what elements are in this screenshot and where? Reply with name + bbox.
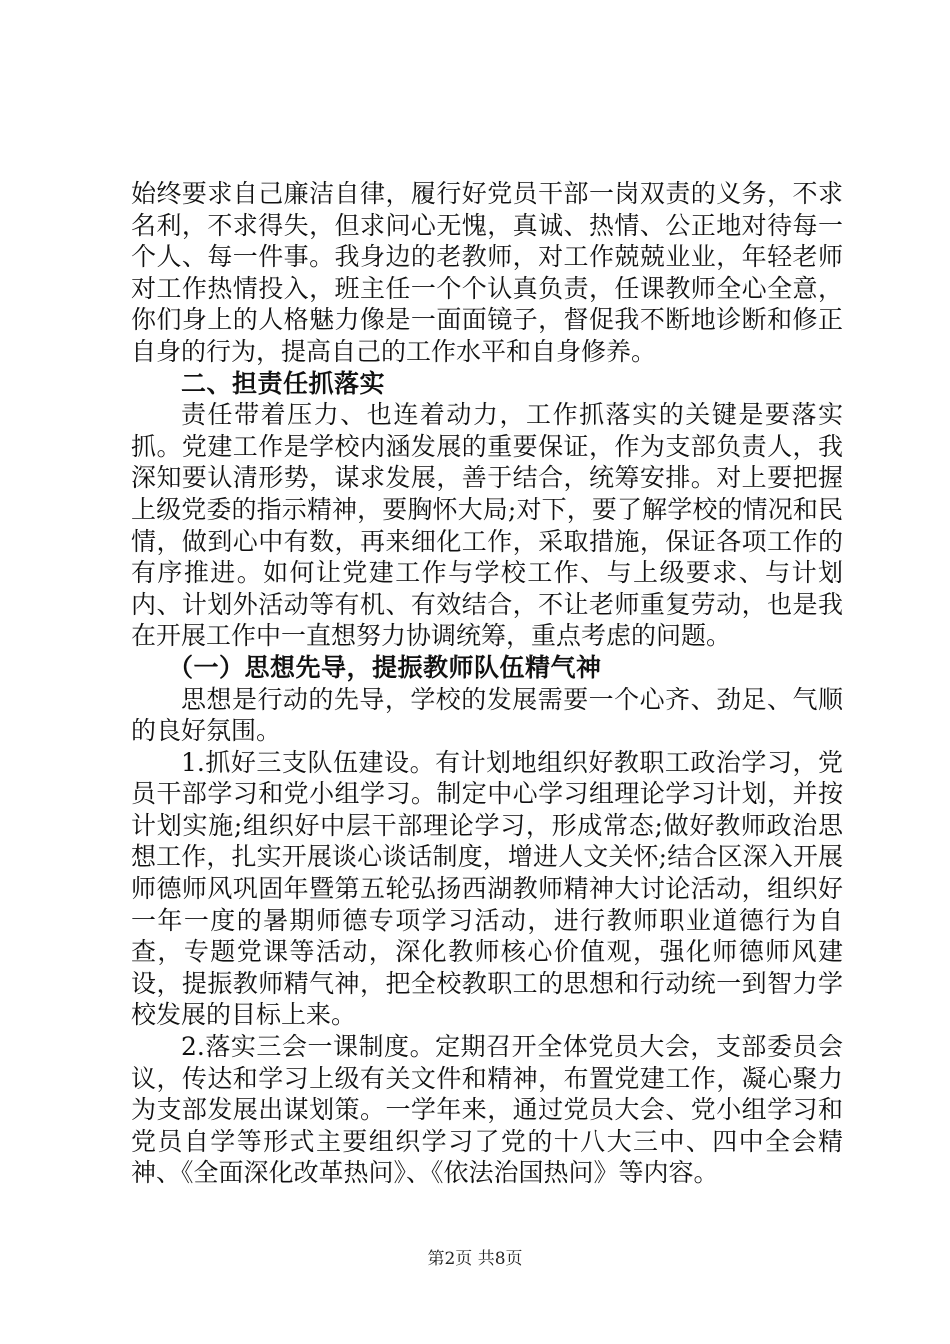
paragraph: 1.抓好三支队伍建设。有计划地组织好教职工政治学习，党员干部学习和党小组学习。制定中心学习组理论学习计划，并按计划实施;组织好中层干部理论学习，形成常态;做好教师政治思想工作，扎实开展谈心谈话制度，增进人文关怀;结合区深入开展师德师风巩固年暨第五轮弘扬西湖教师精神大讨论活动，组织好一年一度的暑期师德专项学习活动，进行教师职业道德行为自查，专题党课等活动，深化教师核心价值观，强化师德师风建设，提振教师精气神，把全校教职工的思想和行动统一到智力学校发展的目标上来。 <box>131 747 843 1030</box>
document-body <box>131 178 843 1189</box>
page-number-footer: 第2页 共8页 <box>427 1249 523 1269</box>
section-heading: 二、担责任抓落实 <box>181 368 386 398</box>
paragraph-continuation: 始终要求自己廉洁自律，履行好党员干部一岗双责的义务，不求名利，不求得失，但求问心无愧，真诚、热情、公正地对待每一个人、每一件事。我身边的老教师，对工作兢兢业业，年轻老师对工作热情投入，班主任一个个认真负责，任课教师全心全意，你们身上的人格魅力像是一面面镜子，督促我不断地诊断和修正自身的行为，提高自己的工作水平和自身修养。 <box>131 179 843 366</box>
paragraph: 责任带着压力、也连着动力，工作抓落实的关键是要落实抓。党建工作是学校内涵发展的重要保证，作为支部负责人，我深知要认清形势，谋求发展，善于结合，统筹安排。对上要把握上级党委的指示精神，要胸怀大局;对下，要了解学校的情况和民情，做到心中有数，再来细化工作，采取措施，保证各项工作的有序推进。如何让党建工作与学校工作、与上级要求、与计划内、计划外活动等有机、有效结合，不让老师重复劳动，也是我在开展工作中一直想努力协调统筹，重点考虑的问题。 <box>131 400 843 651</box>
paragraph: 思想是行动的先导，学校的发展需要一个心齐、劲足、气顺的良好氛围。 <box>131 684 843 746</box>
subsection-heading: （一）思想先导，提振教师队伍精气神 <box>168 652 602 682</box>
paragraph: 2.落实三会一课制度。定期召开全体党员大会，支部委员会议，传达和学习上级有关文件和精神，布置党建工作，凝心聚力为支部发展出谋划策。一学年来，通过党员大会、党小组学习和党员自学等形式主要组织学习了党的十八大三中、四中全会精神、《全面深化改革热问》、《依法治国热问》等内容。 <box>131 1032 843 1188</box>
